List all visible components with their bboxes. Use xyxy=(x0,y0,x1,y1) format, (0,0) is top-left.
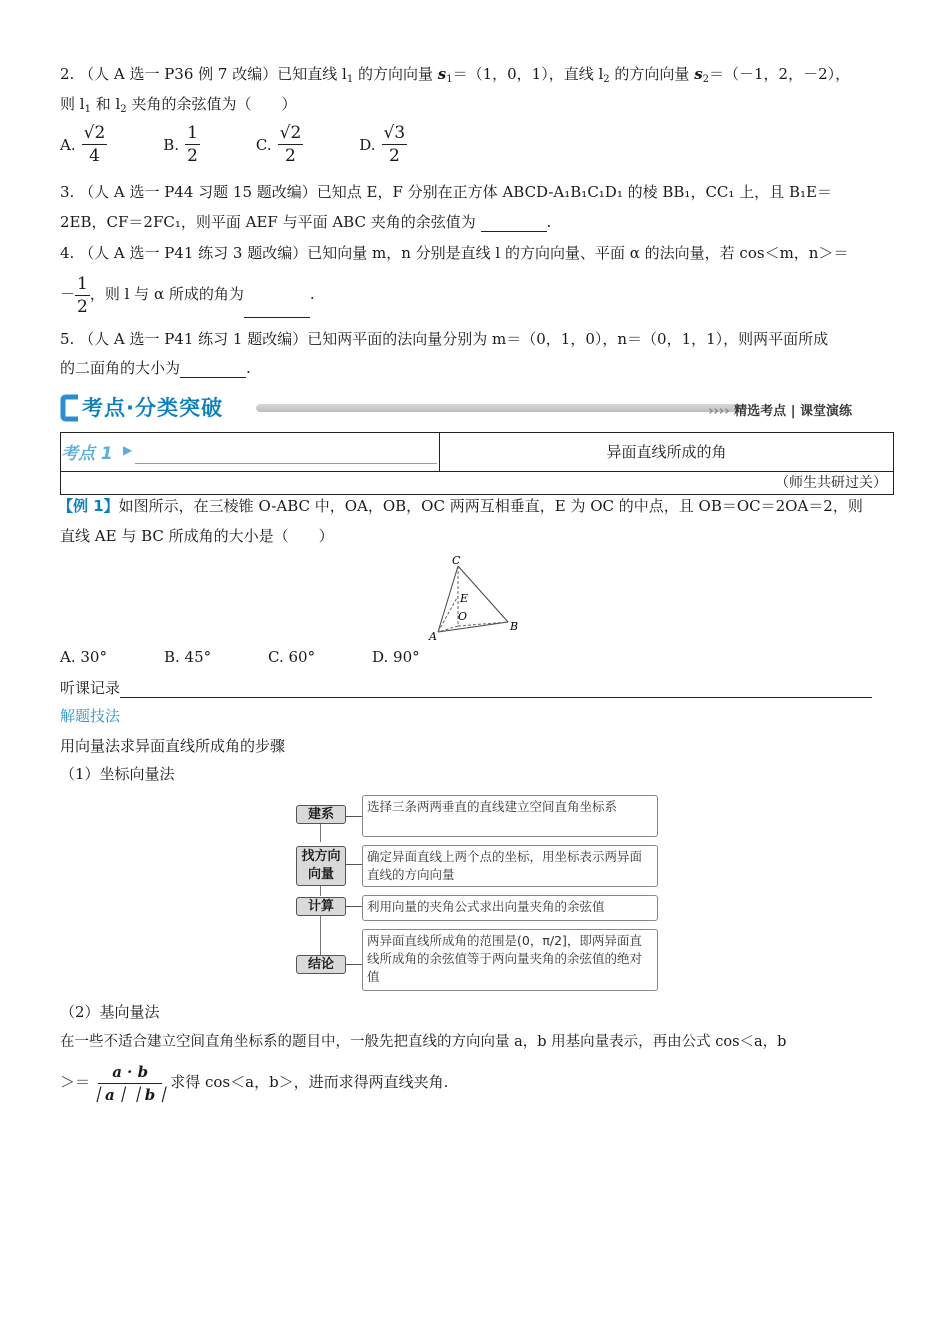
section-bracket-icon xyxy=(60,394,82,422)
kaodian-table xyxy=(60,432,894,495)
method2-label: （2）基向量法 xyxy=(60,1003,160,1021)
section-title: 考点·分类突破 xyxy=(82,396,223,420)
technique-subheading: 用向量法求异面直线所成角的步骤 xyxy=(60,737,286,755)
q4-line2: － $\frac{1}{2}$ ，则 l 与 α 所成的角为 . xyxy=(60,273,315,317)
section-right-label: ›››› 精选考点 | 课堂演练 xyxy=(708,404,852,419)
q2-option-d[interactable]: D. $\frac{√3}{2}$ xyxy=(359,123,406,166)
flow-connector-1 xyxy=(320,824,321,842)
label-O: O xyxy=(458,610,468,623)
flowchart xyxy=(296,792,656,998)
flow-link-3 xyxy=(346,906,362,907)
example1-line2: 直线 AE 与 BC 所成角的大小是（ ） xyxy=(60,527,334,545)
kaodian-note: （师生共研过关） xyxy=(775,475,887,491)
kaodian-title: 异面直线所成的角 xyxy=(606,443,727,461)
example1-option-b[interactable]: B. 45° xyxy=(164,648,212,666)
q5-line1: 5. （人 A 选一 P41 练习 1 题改编）已知两平面的法向量分别为 m＝（0，1，0），n＝（0，1，1），则两平面所成 xyxy=(60,330,829,348)
flow-link-1 xyxy=(346,816,362,817)
flow-desc-4: 两异面直线所成角的范围是(0，π/2]，即两异面直线所成角的余弦值等于两向量夹角的余弦值的绝对值 xyxy=(362,929,658,991)
q2-options xyxy=(60,122,463,167)
flow-step-2: 找方向向量 xyxy=(296,846,346,886)
method2-para-line2: ＞＝ $\frac{a \cdot b}{|a||b|}$ 求得 cos＜a，b＞，进而求得两直线夹角. xyxy=(60,1062,449,1104)
triangle-arrow-icon: ▶ xyxy=(123,443,133,457)
example1-line1: 【例 1】如图所示，在三棱锥 O-ABC 中，OA，OB，OC 两两互相垂直，E 为 OC 的中点，且 OB＝OC＝2OA＝2，则 xyxy=(58,497,863,515)
q2-line2: 则 $l_1$ 和 $l_2$ 夹角的余弦值为（ ） xyxy=(60,95,297,115)
kaodian-underline xyxy=(135,463,437,464)
label-A: A xyxy=(429,630,437,643)
flow-connector-3 xyxy=(320,916,321,956)
label-E: E xyxy=(460,592,469,605)
q3-answer-blank[interactable] xyxy=(481,217,547,232)
flow-step-4: 结论 xyxy=(296,955,346,974)
flow-step-1: 建系 xyxy=(296,805,346,824)
q2-option-b[interactable]: B. $\frac{1}{2}$ xyxy=(163,123,198,166)
method1-label: （1）坐标向量法 xyxy=(60,765,175,783)
label-B: B xyxy=(510,620,519,633)
q4-line1: 4. （人 A 选一 P41 练习 3 题改编）已知向量 m，n 分别是直线 l 的方向向量、平面 α 的法向量，若 cos＜m，n＞＝ xyxy=(60,244,849,262)
flow-desc-2: 确定异面直线上两个点的坐标，用坐标表示两异面直线的方向向量 xyxy=(362,845,658,887)
section-header xyxy=(60,392,892,426)
example1-option-a[interactable]: A. 30° xyxy=(60,648,107,666)
kaodian-badge: 考点 1 xyxy=(61,444,113,464)
tetrahedron-figure xyxy=(420,556,530,646)
example1-option-d[interactable]: D. 90° xyxy=(372,648,420,666)
listen-record-line[interactable] xyxy=(120,681,872,698)
q3-line2: 2EB，CF＝2FC₁，则平面 AEF 与平面 ABC 夹角的余弦值为 . xyxy=(60,213,552,231)
edge-CA xyxy=(438,566,458,632)
flow-link-2 xyxy=(346,864,362,865)
label-C: C xyxy=(452,556,461,567)
flow-link-4 xyxy=(346,964,362,965)
example1-option-c[interactable]: C. 60° xyxy=(268,648,316,666)
example1-options xyxy=(60,647,476,667)
edge-AB xyxy=(438,622,508,632)
flow-desc-3: 利用向量的夹角公式求出向量夹角的余弦值 xyxy=(362,895,658,921)
q3-line1: 3. （人 A 选一 P44 习题 15 题改编）已知点 E，F 分别在正方体 ABCD-A₁B₁C₁D₁ 的棱 BB₁，CC₁ 上，且 B₁E＝ xyxy=(60,183,832,201)
q4-answer-blank[interactable] xyxy=(244,303,310,318)
edge-AE xyxy=(438,596,458,632)
q5-answer-blank[interactable] xyxy=(180,363,246,378)
q5-line2: 的二面角的大小为 . xyxy=(60,359,251,377)
flow-desc-1: 选择三条两两垂直的直线建立空间直角坐标系 xyxy=(362,795,658,837)
q2-option-c[interactable]: C. $\frac{√2}{2}$ xyxy=(255,123,302,166)
listen-record: 听课记录 xyxy=(60,678,872,698)
section-divider-bar xyxy=(256,404,740,412)
technique-heading: 解题技法 xyxy=(60,707,121,725)
method2-para-line1: 在一些不适合建立空间直角坐标系的题目中，一般先把直线的方向向量 a，b 用基向量表示，再由公式 cos＜a，b xyxy=(60,1034,787,1050)
q2-option-a[interactable]: A. $\frac{√2}{4}$ xyxy=(60,123,106,166)
flow-step-3: 计算 xyxy=(296,897,346,916)
q2-line1: 2. （人 A 选一 P36 例 7 改编）已知直线 $l_1$ 的方向向量 $s_1=(1$，0，1），直线 $l_2$ 的方向向量 $s_2=(-1$，2，－2）， xyxy=(60,65,851,85)
